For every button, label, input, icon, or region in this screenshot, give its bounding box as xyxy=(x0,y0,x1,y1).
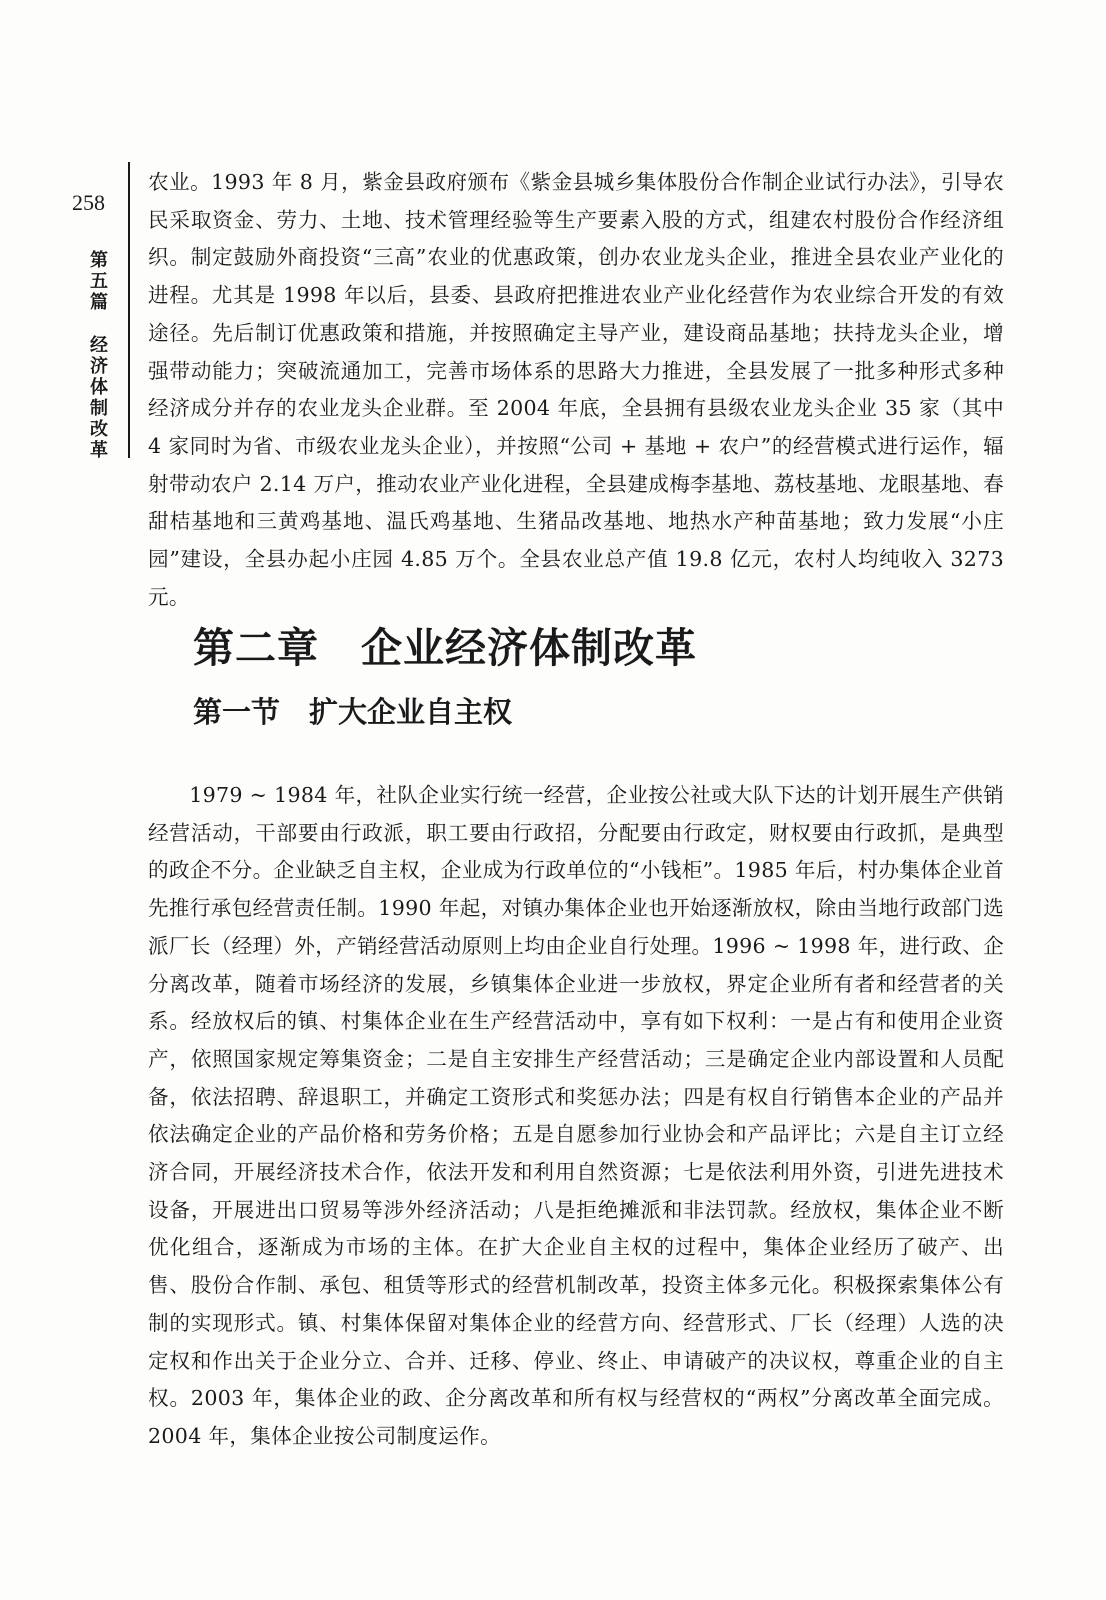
body-paragraph-1: 农业。1993 年 8 月，紫金县政府颁布《紫金县城乡集体股份合作制企业试行办法》，引导农民采取资金、劳力、土地、技术管理经验等生产要素入股的方式，组建农村股份合作经济组织。制定鼓励外商投资“三高”农业的优惠政策，创办农业龙头企业，推进全县农业产业化的进程。尤其是 1998 年以后，县委、县政府把推进农业产业化经营作为农业综合开发的有效途径。先后制订优惠政策和措施，并按照确定主导产业，建设商品基地；扶持龙头企业，增强带动能力；突破流通加工，完善市场体系的思路大力推进，全县发展了一批多种形式多种经济成分并存的农业龙头企业群。至 2004 年底，全县拥有县级农业龙头企业 35 家（其中 4 家同时为省、市级农业龙头企业），并按照“公司 + 基地 + 农户”的经营模式进行运作，辐射带动农户 2.14 万户，推动农业产业化进程，全县建成梅李基地、荔枝基地、龙眼基地、春甜桔基地和三黄鸡基地、温氏鸡基地、生猪品改基地、地热水产种苗基地；致力发展“小庄园”建设，全县办起小庄园 4.85 万个。全县农业总产值 19.8 亿元，农村人均纯收入 3273 元。 xyxy=(148,170,1004,609)
chapter-title: 第二章 企业经济体制改革 xyxy=(193,624,697,672)
body-paragraph-2: 1979 ~ 1984 年，社队企业实行统一经营，企业按公社或大队下达的计划开展生产供销经营活动，干部要由行政派，职工要由行政招，分配要由行政定，财权要由行政抓，是典型的政企不分。企业缺乏自主权，企业成为行政单位的“小钱柜”。1985 年后，村办集体企业首先推行承包经营责任制。1990 年起，对镇办集体企业也开始逐渐放权，除由当地行政部门选派厂长（经理）外，产销经营活动原则上均由企业自行处理。1996 ~ 1998 年，进行政、企分离改革，随着市场经济的发展，乡镇集体企业进一步放权，界定企业所有者和经营者的关系。经放权后的镇、村集体企业在生产经营活动中，享有如下权利：一是占有和使用企业资产，依照国家规定筹集资金；二是自主安排生产经营活动；三是确定企业内部设置和人员配备，依法招聘、辞退职工，并确定工资形式和奖惩办法；四是有权自行销售本企业的产品并依法确定企业的产品价格和劳务价格；五是自愿参加行业协会和产品评比；六是自主订立经济合同，开展经济技术合作，依法开发和利用自然资源；七是依法利用外资，引进先进技术设备，开展进出口贸易等涉外经济活动；八是拒绝摊派和非法罚款。经放权，集体企业不断优化组合，逐渐成为市场的主体。在扩大企业自主权的过程中，集体企业经历了破产、出售、股份合作制、承包、租赁等形式的经营机制改革，投资主体多元化。积极探索集体公有制的实现形式。镇、村集体保留对集体企业的经营方向、经营形式、厂长（经理）人选的决定权和作出关于企业分立、合并、迁移、停业、终止、申请破产的决议权，尊重企业的自主权。2003 年，集体企业的政、企分离改革和所有权与经营权的“两权”分离改革全面完成。2004 年，集体企业按公司制度运作。 xyxy=(148,783,1004,1448)
page-number: 258 xyxy=(72,190,105,215)
side-header-title: 经济体制改革 xyxy=(90,335,108,461)
side-header-part: 第五篇 xyxy=(90,250,108,313)
section-title: 第一节 扩大企业自主权 xyxy=(193,695,513,729)
margin-rule xyxy=(128,162,130,458)
